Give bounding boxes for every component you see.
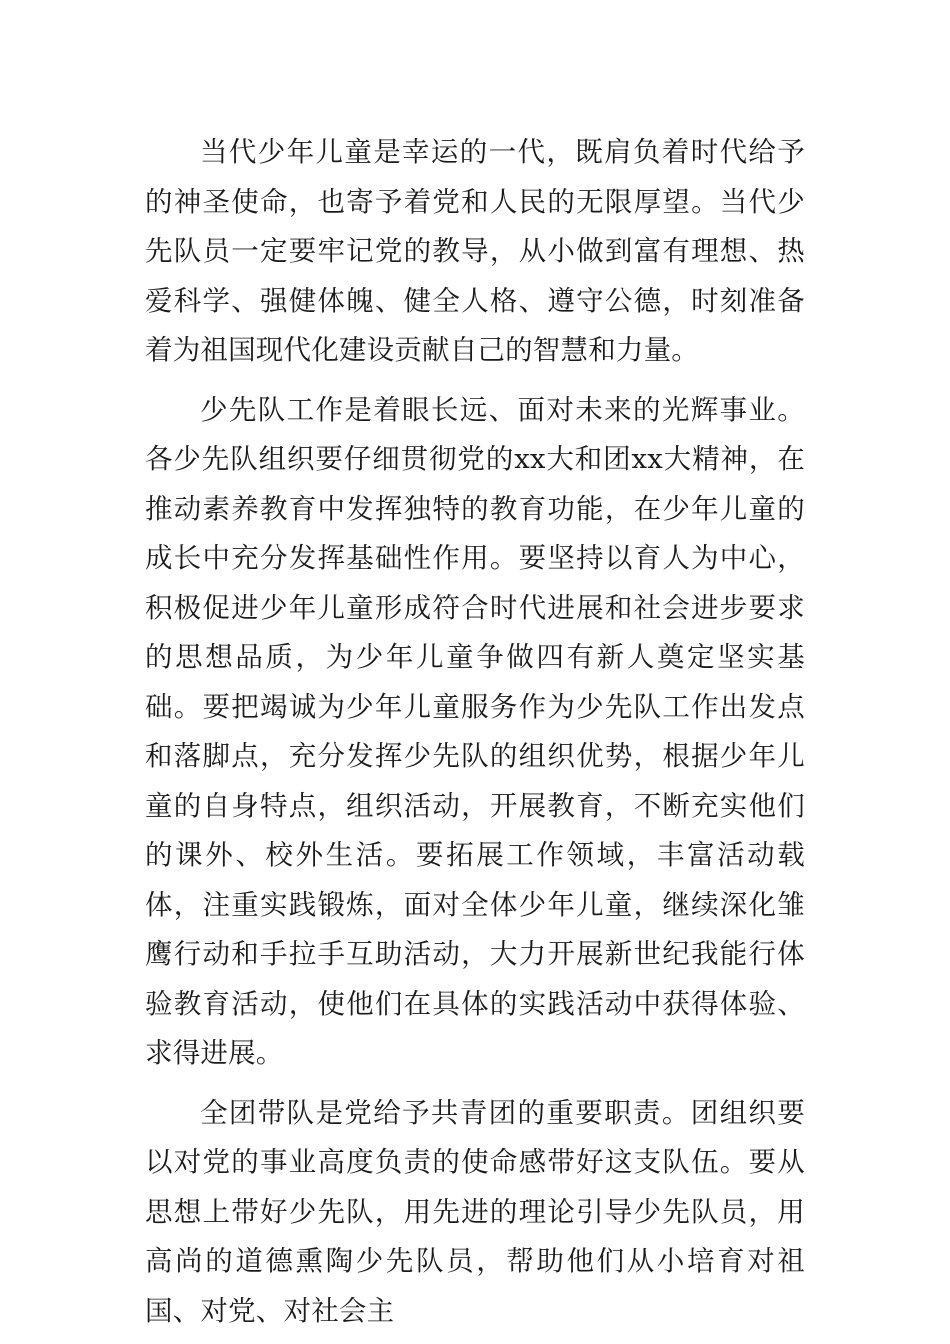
paragraph-2: 少先队工作是着眼长远、面对未来的光辉事业。各少先队组织要仔细贯彻党的xx大和团xx大精神，在推动素养教育中发挥独特的教育功能，在少年儿童的成长中充分发挥基础性作用。要坚持以育人为中心，积极促进少年儿童形成符合时代进展和社会进步要求的思想品质，为少年儿童争做四有新人奠定坚实基础。要把竭诚为少年儿童服务作为少先队工作出发点和落脚点，充分发挥少先队的组织优势，根据少年儿童的自身特点，组织活动，开展教育，不断充实他们的课外、校外生活。要拓展工作领域，丰富活动载体，注重实践锻炼，面对全体少年儿童，继续深化雏鹰行动和手拉手互助活动，大力开展新世纪我能行体验教育活动，使他们在具体的实践活动中获得体验、求得进展。 [145,393,805,1069]
paragraph-1: 当代少年儿童是幸运的一代，既肩负着时代给予的神圣使命，也寄予着党和人民的无限厚望。当代少先队员一定要牢记党的教导，从小做到富有理想、热爱科学、强健体魄、健全人格、遵守公德，时刻准备着为祖国现代化建设贡献自己的智慧和力量。 [145,136,805,366]
document-body [145,128,805,1336]
paragraph-3: 全团带队是党给予共青团的重要职责。团组织要以对党的事业高度负责的使命感带好这支队伍。要从思想上带好少先队，用先进的理论引导少先队员，用高尚的道德熏陶少先队员，帮助他们从小培育对祖国、对党、对社会主 [145,1096,805,1327]
